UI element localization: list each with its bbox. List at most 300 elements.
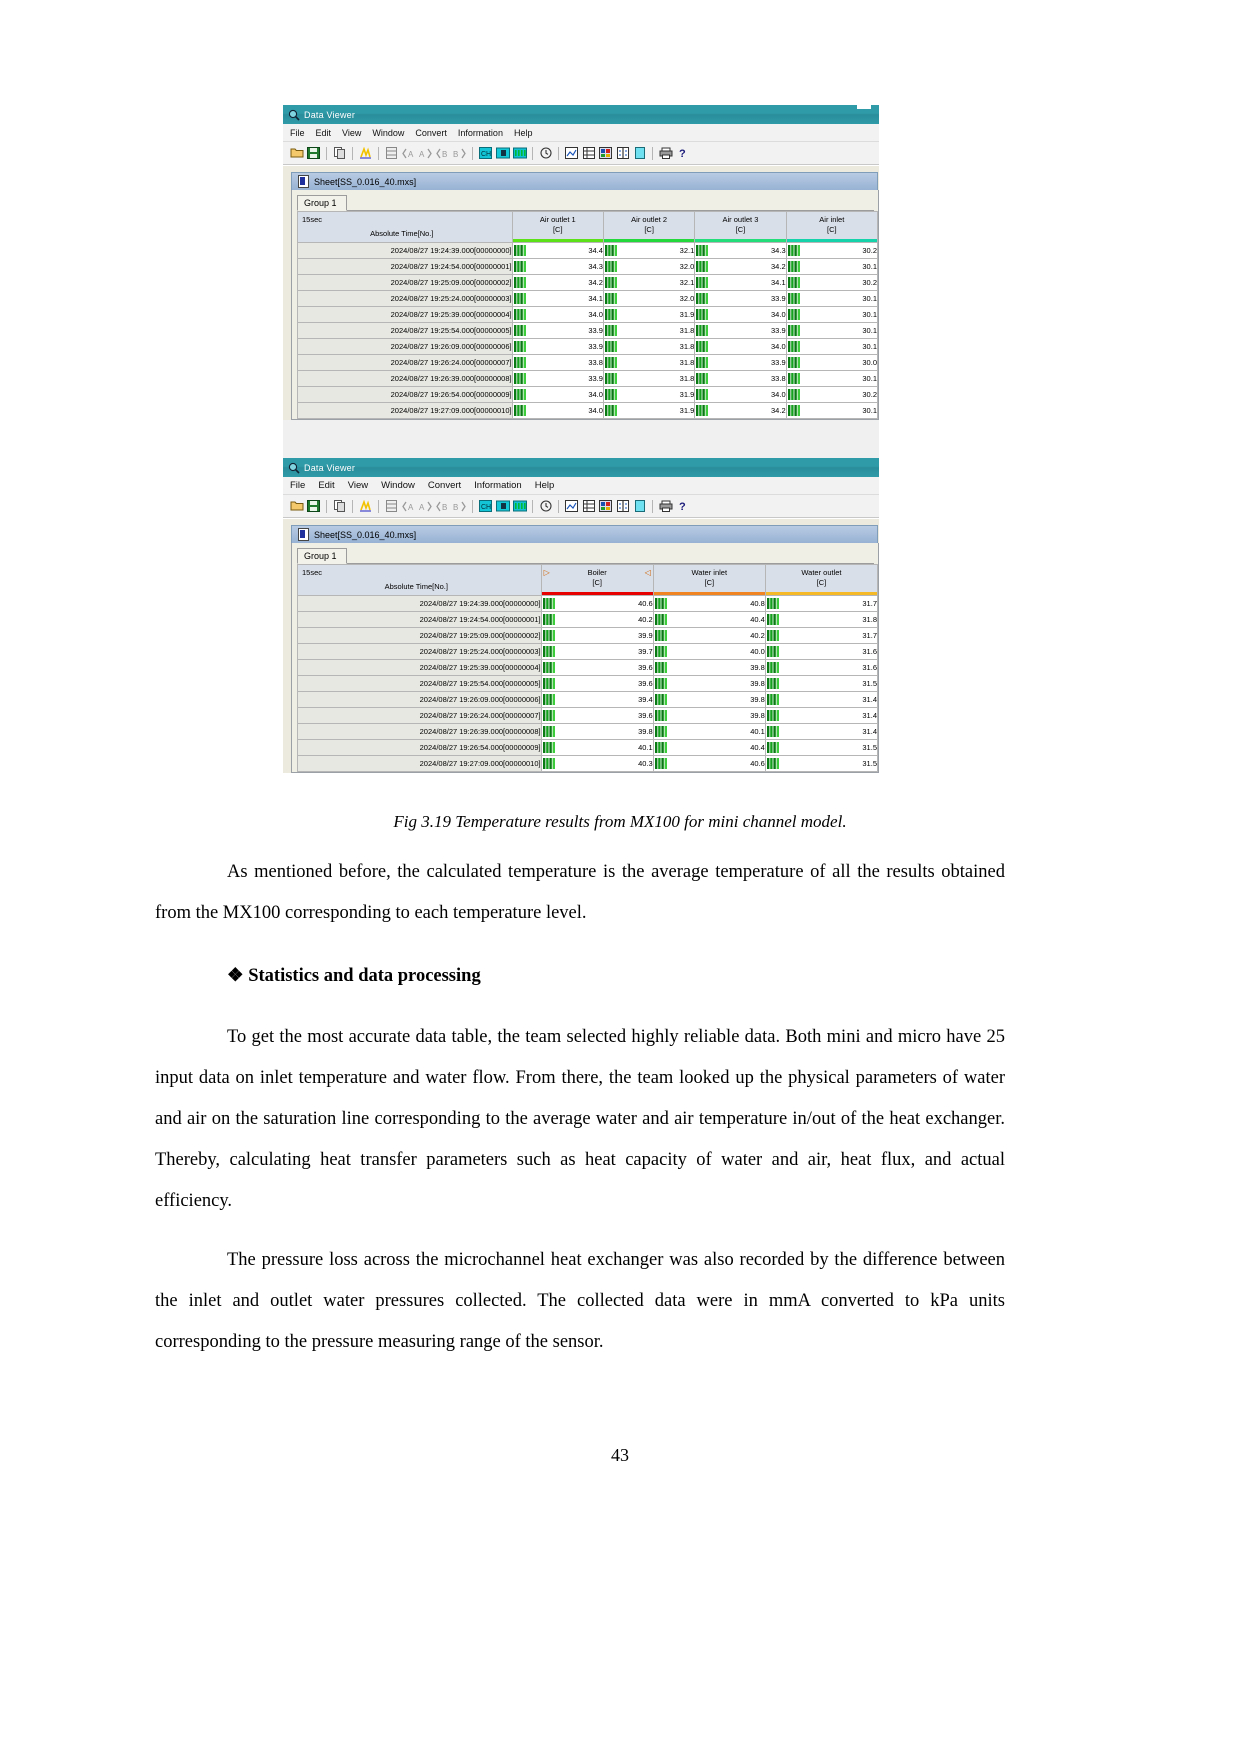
- bar-indicator-icon: [543, 678, 556, 689]
- next-a-icon[interactable]: [418, 146, 433, 161]
- window-2-toolbar[interactable]: [283, 495, 879, 518]
- cell-value-air-outlet-2: 32.1: [603, 275, 694, 291]
- cell-value-boiler: 39.6: [541, 708, 653, 724]
- toolbar-separator: [532, 500, 533, 513]
- column-name: Boiler: [587, 568, 607, 577]
- menu-item-view[interactable]: View: [347, 480, 369, 491]
- split-view-icon[interactable]: [615, 146, 630, 161]
- cell-value-air-outlet-3: 34.1: [695, 275, 786, 291]
- cell-timestamp: 2024/08/27 19:26:39.000[00000008]: [298, 371, 513, 387]
- cell-value-air-outlet-3: 33.9: [695, 291, 786, 307]
- grid-icon[interactable]: [581, 499, 596, 514]
- sampling-interval-label: 15sec: [302, 215, 323, 224]
- bar-indicator-icon: [543, 646, 556, 657]
- digital-view-icon[interactable]: [512, 146, 527, 161]
- copy-icon[interactable]: [332, 499, 347, 514]
- svg-text:?: ?: [678, 148, 686, 159]
- menu-item-help[interactable]: Help: [534, 480, 555, 491]
- cell-timestamp: 2024/08/27 19:26:54.000[00000009]: [298, 740, 542, 756]
- help-icon[interactable]: [675, 499, 690, 514]
- svg-text:?: ?: [678, 501, 686, 512]
- bar-indicator-icon: [696, 325, 709, 336]
- cell-value-air-outlet-1: 33.8: [512, 355, 603, 371]
- bar-indicator-icon: [788, 309, 801, 320]
- window-2-sheet-titlebar[interactable]: [291, 525, 878, 543]
- cursor-left-marker-icon: ▷: [543, 568, 550, 577]
- window-1-title: Data Viewer: [304, 109, 356, 120]
- cell-value-water-inlet: 40.1: [653, 724, 765, 740]
- bar-indicator-icon: [514, 373, 527, 384]
- bar-indicator-icon: [788, 405, 801, 416]
- bar-indicator-icon: [543, 726, 556, 737]
- bar-indicator-icon: [696, 341, 709, 352]
- bar-indicator-icon: [514, 357, 527, 368]
- paragraph-3: The pressure loss across the microchannel heat exchanger was also recorded by the difference between the inlet and outlet water pressures collected. The collected data were in mmA converted to kPa units corresponding to the pressure measuring range of the sensor.: [155, 1250, 1005, 1352]
- cell-timestamp: 2024/08/27 19:26:09.000[00000006]: [298, 692, 542, 708]
- absolute-time-label: Absolute Time[No.]: [370, 229, 434, 238]
- window-2-menubar[interactable]: [283, 477, 879, 495]
- menu-item-convert[interactable]: Convert: [427, 480, 462, 491]
- cell-value-water-outlet: 31.6: [765, 660, 877, 676]
- cell-value-water-inlet: 40.4: [653, 740, 765, 756]
- column-header-time[interactable]: [298, 565, 542, 596]
- menu-item-information[interactable]: Information: [474, 480, 522, 491]
- bar-indicator-icon: [543, 662, 556, 673]
- prev-b-icon[interactable]: [435, 146, 450, 161]
- split-view-icon[interactable]: [615, 499, 630, 514]
- cell-value-water-outlet: 31.6: [765, 644, 877, 660]
- table-row[interactable]: [298, 596, 878, 612]
- window-2-sheet-area: [291, 543, 879, 773]
- window-1-data-grid[interactable]: [297, 211, 878, 419]
- column-header-air-outlet-2[interactable]: [603, 212, 694, 243]
- svg-text:A: A: [408, 502, 414, 512]
- column-unit: [C]: [552, 225, 563, 234]
- window-2-tabstrip[interactable]: [297, 547, 874, 564]
- bar-indicator-icon: [767, 614, 780, 625]
- cell-value-air-outlet-2: 31.9: [603, 307, 694, 323]
- bar-indicator-icon: [655, 662, 668, 673]
- clock-icon[interactable]: [538, 499, 553, 514]
- report-icon[interactable]: [632, 499, 647, 514]
- cell-value-air-outlet-2: 31.8: [603, 323, 694, 339]
- bar-indicator-icon: [767, 726, 780, 737]
- toolbar-separator: [472, 147, 473, 160]
- cell-value-water-outlet: 31.4: [765, 708, 877, 724]
- bar-indicator-icon: [655, 694, 668, 705]
- cell-value-air-outlet-1: 34.0: [512, 387, 603, 403]
- menu-item-information[interactable]: Information: [457, 127, 503, 138]
- bar-indicator-icon: [767, 694, 780, 705]
- table-row[interactable]: [298, 644, 878, 660]
- window-2-sheet-label: Sheet[SS_0.016_40.mxs]: [314, 529, 417, 540]
- cell-value-air-inlet: 30.1: [786, 323, 877, 339]
- cell-value-boiler: 39.8: [541, 724, 653, 740]
- table-row[interactable]: [298, 403, 878, 419]
- window-1-sheet-label: Sheet[SS_0.016_40.mxs]: [314, 176, 417, 187]
- prev-b-icon[interactable]: [435, 499, 450, 514]
- table-row[interactable]: [298, 275, 878, 291]
- cell-value-air-inlet: 30.1: [786, 371, 877, 387]
- cell-value-air-inlet: 30.1: [786, 339, 877, 355]
- cell-value-air-outlet-2: 31.8: [603, 339, 694, 355]
- column-unit: [C]: [592, 578, 602, 587]
- bar-indicator-icon: [514, 261, 527, 272]
- bar-indicator-icon: [605, 277, 618, 288]
- cell-timestamp: 2024/08/27 19:24:39.000[00000000]: [298, 596, 542, 612]
- digital-view-icon[interactable]: [512, 499, 527, 514]
- bar-indicator-icon: [605, 357, 618, 368]
- cell-value-water-outlet: 31.5: [765, 740, 877, 756]
- window-1-sheet-titlebar[interactable]: [291, 172, 878, 190]
- page-number: 43: [611, 1445, 629, 1465]
- column-name: Water outlet: [801, 568, 842, 577]
- bar-indicator-icon: [655, 630, 668, 641]
- svg-text:A: A: [408, 149, 414, 159]
- cell-value-air-inlet: 30.1: [786, 291, 877, 307]
- svg-text:CH: CH: [481, 151, 492, 158]
- cell-value-water-outlet: 31.4: [765, 692, 877, 708]
- table-row[interactable]: [298, 291, 878, 307]
- bar-indicator-icon: [514, 405, 527, 416]
- window-2-data-grid[interactable]: [297, 564, 878, 772]
- bar-indicator-icon: [514, 325, 527, 336]
- table-row[interactable]: [298, 724, 878, 740]
- next-b-icon[interactable]: [452, 146, 467, 161]
- cell-value-water-inlet: 40.4: [653, 612, 765, 628]
- paragraph-1: As mentioned before, the calculated temperature is the average temperature of all the results obtained from the MX100 corresponding to each temperature level.: [155, 862, 1005, 923]
- cell-value-boiler: 40.1: [541, 740, 653, 756]
- menu-item-window[interactable]: Window: [381, 480, 415, 491]
- column-unit: [C]: [816, 578, 827, 587]
- cell-value-boiler: 40.3: [541, 756, 653, 772]
- cell-timestamp: 2024/08/27 19:26:24.000[00000007]: [298, 708, 542, 724]
- cell-value-water-inlet: 39.8: [653, 708, 765, 724]
- next-a-icon[interactable]: [418, 499, 433, 514]
- window-1-tabstrip[interactable]: [297, 194, 874, 211]
- sampling-interval-label: 15sec: [302, 568, 323, 577]
- cell-value-boiler: 40.2: [541, 612, 653, 628]
- cell-value-water-outlet: 31.4: [765, 724, 877, 740]
- chart-icon[interactable]: [564, 499, 579, 514]
- window-2-titlebar[interactable]: [283, 458, 879, 477]
- cell-value-boiler: 39.9: [541, 628, 653, 644]
- data-viewer-window-1[interactable]: [283, 105, 879, 460]
- bar-indicator-icon: [767, 742, 780, 753]
- table-row[interactable]: [298, 371, 878, 387]
- cell-value-air-inlet: 30.1: [786, 403, 877, 419]
- table-row[interactable]: [298, 387, 878, 403]
- bar-indicator-icon: [655, 614, 668, 625]
- cell-value-air-inlet: 30.2: [786, 387, 877, 403]
- magnifier-icon: [288, 109, 300, 121]
- cell-value-air-outlet-1: 34.0: [512, 307, 603, 323]
- svg-text:B: B: [442, 502, 448, 512]
- column-header-boiler[interactable]: [541, 565, 653, 596]
- menu-item-convert[interactable]: Convert: [415, 127, 447, 138]
- next-b-icon[interactable]: [452, 499, 467, 514]
- window-1-toolbar[interactable]: [283, 142, 879, 165]
- table-row[interactable]: [298, 612, 878, 628]
- menu-item-edit[interactable]: Edit: [315, 127, 332, 138]
- table-row[interactable]: [298, 339, 878, 355]
- cell-value-boiler: 39.6: [541, 660, 653, 676]
- toolbar-separator: [326, 500, 327, 513]
- cell-value-water-outlet: 31.5: [765, 756, 877, 772]
- cell-value-air-outlet-1: 33.9: [512, 323, 603, 339]
- help-icon[interactable]: [675, 146, 690, 161]
- color-grid-icon[interactable]: [598, 146, 613, 161]
- cell-timestamp: 2024/08/27 19:25:39.000[00000004]: [298, 307, 513, 323]
- copy-icon[interactable]: [332, 146, 347, 161]
- cell-value-water-outlet: 31.8: [765, 612, 877, 628]
- cell-timestamp: 2024/08/27 19:26:39.000[00000008]: [298, 724, 542, 740]
- window-1-title-notch: [857, 105, 871, 109]
- bar-indicator-icon: [696, 309, 709, 320]
- bar-indicator-icon: [788, 261, 801, 272]
- menu-item-edit[interactable]: Edit: [318, 480, 335, 491]
- tab-group-1[interactable]: Group 1: [297, 548, 347, 564]
- bar-indicator-icon: [767, 678, 780, 689]
- cell-timestamp: 2024/08/27 19:26:54.000[00000009]: [298, 387, 513, 403]
- bar-indicator-icon: [655, 646, 668, 657]
- cell-value-air-outlet-3: 33.9: [695, 355, 786, 371]
- window-2-title: Data Viewer: [304, 462, 356, 473]
- cell-value-air-outlet-2: 31.9: [603, 387, 694, 403]
- column-unit: [C]: [644, 225, 654, 234]
- bar-indicator-icon: [514, 389, 527, 400]
- cell-timestamp: 2024/08/27 19:25:24.000[00000003]: [298, 644, 542, 660]
- table-row[interactable]: [298, 243, 878, 259]
- menu-item-file[interactable]: File: [290, 127, 305, 138]
- channel-view-icon[interactable]: [478, 499, 493, 514]
- cell-value-air-outlet-3: 34.3: [695, 243, 786, 259]
- column-header-air-inlet[interactable]: [786, 212, 877, 243]
- document-body: [155, 852, 1005, 1381]
- bar-indicator-icon: [696, 405, 709, 416]
- cell-value-water-inlet: 40.0: [653, 644, 765, 660]
- bar-indicator-icon: [605, 389, 618, 400]
- bar-indicator-icon: [605, 293, 618, 304]
- svg-text:B: B: [453, 502, 459, 512]
- bar-indicator-icon: [514, 293, 527, 304]
- cell-value-air-outlet-3: 34.2: [695, 259, 786, 275]
- bar-indicator-icon: [767, 630, 780, 641]
- window-1-menubar[interactable]: [283, 124, 879, 142]
- cell-timestamp: 2024/08/27 19:25:09.000[00000002]: [298, 628, 542, 644]
- bar-indicator-icon: [605, 373, 618, 384]
- cell-value-water-inlet: 39.8: [653, 660, 765, 676]
- column-name: Air inlet: [819, 215, 845, 224]
- bar-indicator-icon: [605, 309, 618, 320]
- absolute-time-label: Absolute Time[No.]: [384, 582, 448, 591]
- column-name: Air outlet 3: [722, 215, 759, 224]
- table-row[interactable]: [298, 676, 878, 692]
- cell-value-air-outlet-1: 34.0: [512, 403, 603, 419]
- bar-indicator-icon: [767, 758, 780, 769]
- prev-a-icon[interactable]: [401, 146, 416, 161]
- channel-view-icon[interactable]: [478, 146, 493, 161]
- window-1-titlebar[interactable]: [283, 105, 879, 124]
- table-row[interactable]: [298, 307, 878, 323]
- column-header-air-outlet-3[interactable]: [695, 212, 786, 243]
- cell-value-air-outlet-1: 34.4: [512, 243, 603, 259]
- cell-timestamp: 2024/08/27 19:27:09.000[00000010]: [298, 403, 513, 419]
- clock-icon[interactable]: [538, 146, 553, 161]
- bar-indicator-icon: [767, 598, 780, 609]
- trend-view-icon[interactable]: [495, 499, 510, 514]
- cell-value-air-outlet-3: 34.0: [695, 339, 786, 355]
- magnifier-icon: [288, 462, 300, 474]
- cell-timestamp: 2024/08/27 19:24:54.000[00000001]: [298, 612, 542, 628]
- cell-value-boiler: 40.6: [541, 596, 653, 612]
- bar-indicator-icon: [655, 710, 668, 721]
- figure-caption: Fig 3.19 Temperature results from MX100 for mini channel model.: [393, 812, 847, 831]
- toolbar-separator: [652, 147, 653, 160]
- svg-text:CH: CH: [481, 504, 492, 511]
- bar-indicator-icon: [696, 261, 709, 272]
- bar-indicator-icon: [767, 646, 780, 657]
- figure-mx100-data-viewer: [283, 105, 879, 773]
- print-icon[interactable]: [658, 499, 673, 514]
- bar-indicator-icon: [605, 405, 618, 416]
- print-icon[interactable]: [658, 146, 673, 161]
- cell-value-boiler: 39.4: [541, 692, 653, 708]
- open-file-icon[interactable]: [289, 499, 304, 514]
- table-row[interactable]: [298, 692, 878, 708]
- cell-value-water-inlet: 39.8: [653, 692, 765, 708]
- cell-value-air-outlet-3: 34.2: [695, 403, 786, 419]
- table-row[interactable]: [298, 740, 878, 756]
- paragraph-2: To get the most accurate data table, the team selected highly reliable data. Both mini and micro have 25 input data on inlet temperature and water flow. From there, the team looked up the physical parameters of water and air on the saturation line corresponding to the average water and air temperature in/out of the heat exchanger. Thereby, calculating heat transfer parameters such as heat capacity of water and air, heat flux, and actual efficiency.: [155, 1027, 1005, 1211]
- cell-value-air-outlet-2: 32.1: [603, 243, 694, 259]
- bar-indicator-icon: [655, 678, 668, 689]
- data-viewer-window-2[interactable]: [283, 458, 879, 773]
- bar-indicator-icon: [655, 758, 668, 769]
- table-row[interactable]: [298, 756, 878, 772]
- cell-timestamp: 2024/08/27 19:27:09.000[00000010]: [298, 756, 542, 772]
- cell-value-air-outlet-3: 34.0: [695, 307, 786, 323]
- bar-indicator-icon: [655, 726, 668, 737]
- bar-indicator-icon: [788, 373, 801, 384]
- cell-value-air-inlet: 30.0: [786, 355, 877, 371]
- bar-indicator-icon: [696, 277, 709, 288]
- bar-indicator-icon: [696, 245, 709, 256]
- cell-value-air-outlet-2: 31.9: [603, 403, 694, 419]
- open-file-icon[interactable]: [289, 146, 304, 161]
- cell-value-water-inlet: 40.2: [653, 628, 765, 644]
- bar-indicator-icon: [543, 598, 556, 609]
- bar-indicator-icon: [696, 293, 709, 304]
- chart-icon[interactable]: [564, 146, 579, 161]
- window-1-sheet-area: [291, 190, 879, 420]
- toolbar-separator: [352, 147, 353, 160]
- bar-indicator-icon: [605, 245, 618, 256]
- column-header-air-outlet-1[interactable]: [512, 212, 603, 243]
- table-view-icon[interactable]: [384, 499, 399, 514]
- menu-item-help[interactable]: Help: [513, 127, 533, 138]
- table-row[interactable]: [298, 323, 878, 339]
- table-row[interactable]: [298, 708, 878, 724]
- toolbar-separator: [378, 500, 379, 513]
- cell-value-air-outlet-1: 33.9: [512, 339, 603, 355]
- cell-value-air-outlet-2: 32.0: [603, 259, 694, 275]
- bar-indicator-icon: [788, 293, 801, 304]
- bar-indicator-icon: [605, 261, 618, 272]
- column-header-water-outlet[interactable]: [765, 565, 877, 596]
- toolbar-separator: [558, 147, 559, 160]
- bar-indicator-icon: [543, 710, 556, 721]
- menu-item-view[interactable]: View: [342, 127, 362, 138]
- bar-indicator-icon: [788, 341, 801, 352]
- cell-value-air-inlet: 30.1: [786, 259, 877, 275]
- cell-value-air-outlet-3: 33.8: [695, 371, 786, 387]
- tab-group-1[interactable]: Group 1: [297, 195, 347, 211]
- bar-indicator-icon: [655, 742, 668, 753]
- cell-value-air-outlet-1: 34.2: [512, 275, 603, 291]
- table-view-icon[interactable]: [384, 146, 399, 161]
- cell-timestamp: 2024/08/27 19:26:24.000[00000007]: [298, 355, 513, 371]
- bar-indicator-icon: [696, 389, 709, 400]
- column-unit: [C]: [827, 225, 837, 234]
- cell-value-air-inlet: 30.1: [786, 307, 877, 323]
- cell-value-boiler: 39.6: [541, 676, 653, 692]
- cell-timestamp: 2024/08/27 19:26:09.000[00000006]: [298, 339, 513, 355]
- menu-item-window[interactable]: Window: [372, 127, 405, 138]
- cell-value-air-outlet-1: 33.9: [512, 371, 603, 387]
- bar-indicator-icon: [514, 309, 527, 320]
- svg-text:B: B: [442, 149, 448, 159]
- report-icon[interactable]: [632, 146, 647, 161]
- cell-value-air-outlet-2: 31.8: [603, 371, 694, 387]
- column-unit: [C]: [704, 578, 715, 587]
- save-icon[interactable]: [306, 146, 321, 161]
- table-row[interactable]: [298, 660, 878, 676]
- menu-item-file[interactable]: File: [290, 480, 306, 491]
- svg-text:B: B: [453, 149, 459, 159]
- toolbar-separator: [378, 147, 379, 160]
- color-grid-icon[interactable]: [598, 499, 613, 514]
- trend-view-icon[interactable]: [495, 146, 510, 161]
- save-icon[interactable]: [306, 499, 321, 514]
- cell-value-water-outlet: 31.7: [765, 628, 877, 644]
- toolbar-separator: [326, 147, 327, 160]
- window-2-body: [283, 518, 879, 773]
- table-row[interactable]: [298, 355, 878, 371]
- column-header-time[interactable]: [298, 212, 513, 243]
- table-row[interactable]: [298, 628, 878, 644]
- bar-indicator-icon: [788, 325, 801, 336]
- cell-timestamp: 2024/08/27 19:25:09.000[00000002]: [298, 275, 513, 291]
- cell-value-air-outlet-3: 34.0: [695, 387, 786, 403]
- column-unit: [C]: [735, 225, 746, 234]
- highlight-icon[interactable]: [358, 499, 373, 514]
- cell-value-boiler: 39.7: [541, 644, 653, 660]
- column-header-water-inlet[interactable]: [653, 565, 765, 596]
- cell-value-air-inlet: 30.2: [786, 275, 877, 291]
- svg-text:A: A: [419, 502, 425, 512]
- bar-indicator-icon: [696, 357, 709, 368]
- toolbar-separator: [352, 500, 353, 513]
- table-row[interactable]: [298, 259, 878, 275]
- cell-value-water-outlet: 31.5: [765, 676, 877, 692]
- toolbar-separator: [472, 500, 473, 513]
- prev-a-icon[interactable]: [401, 499, 416, 514]
- highlight-icon[interactable]: [358, 146, 373, 161]
- bar-indicator-icon: [605, 341, 618, 352]
- grid-icon[interactable]: [581, 146, 596, 161]
- bar-indicator-icon: [767, 662, 780, 673]
